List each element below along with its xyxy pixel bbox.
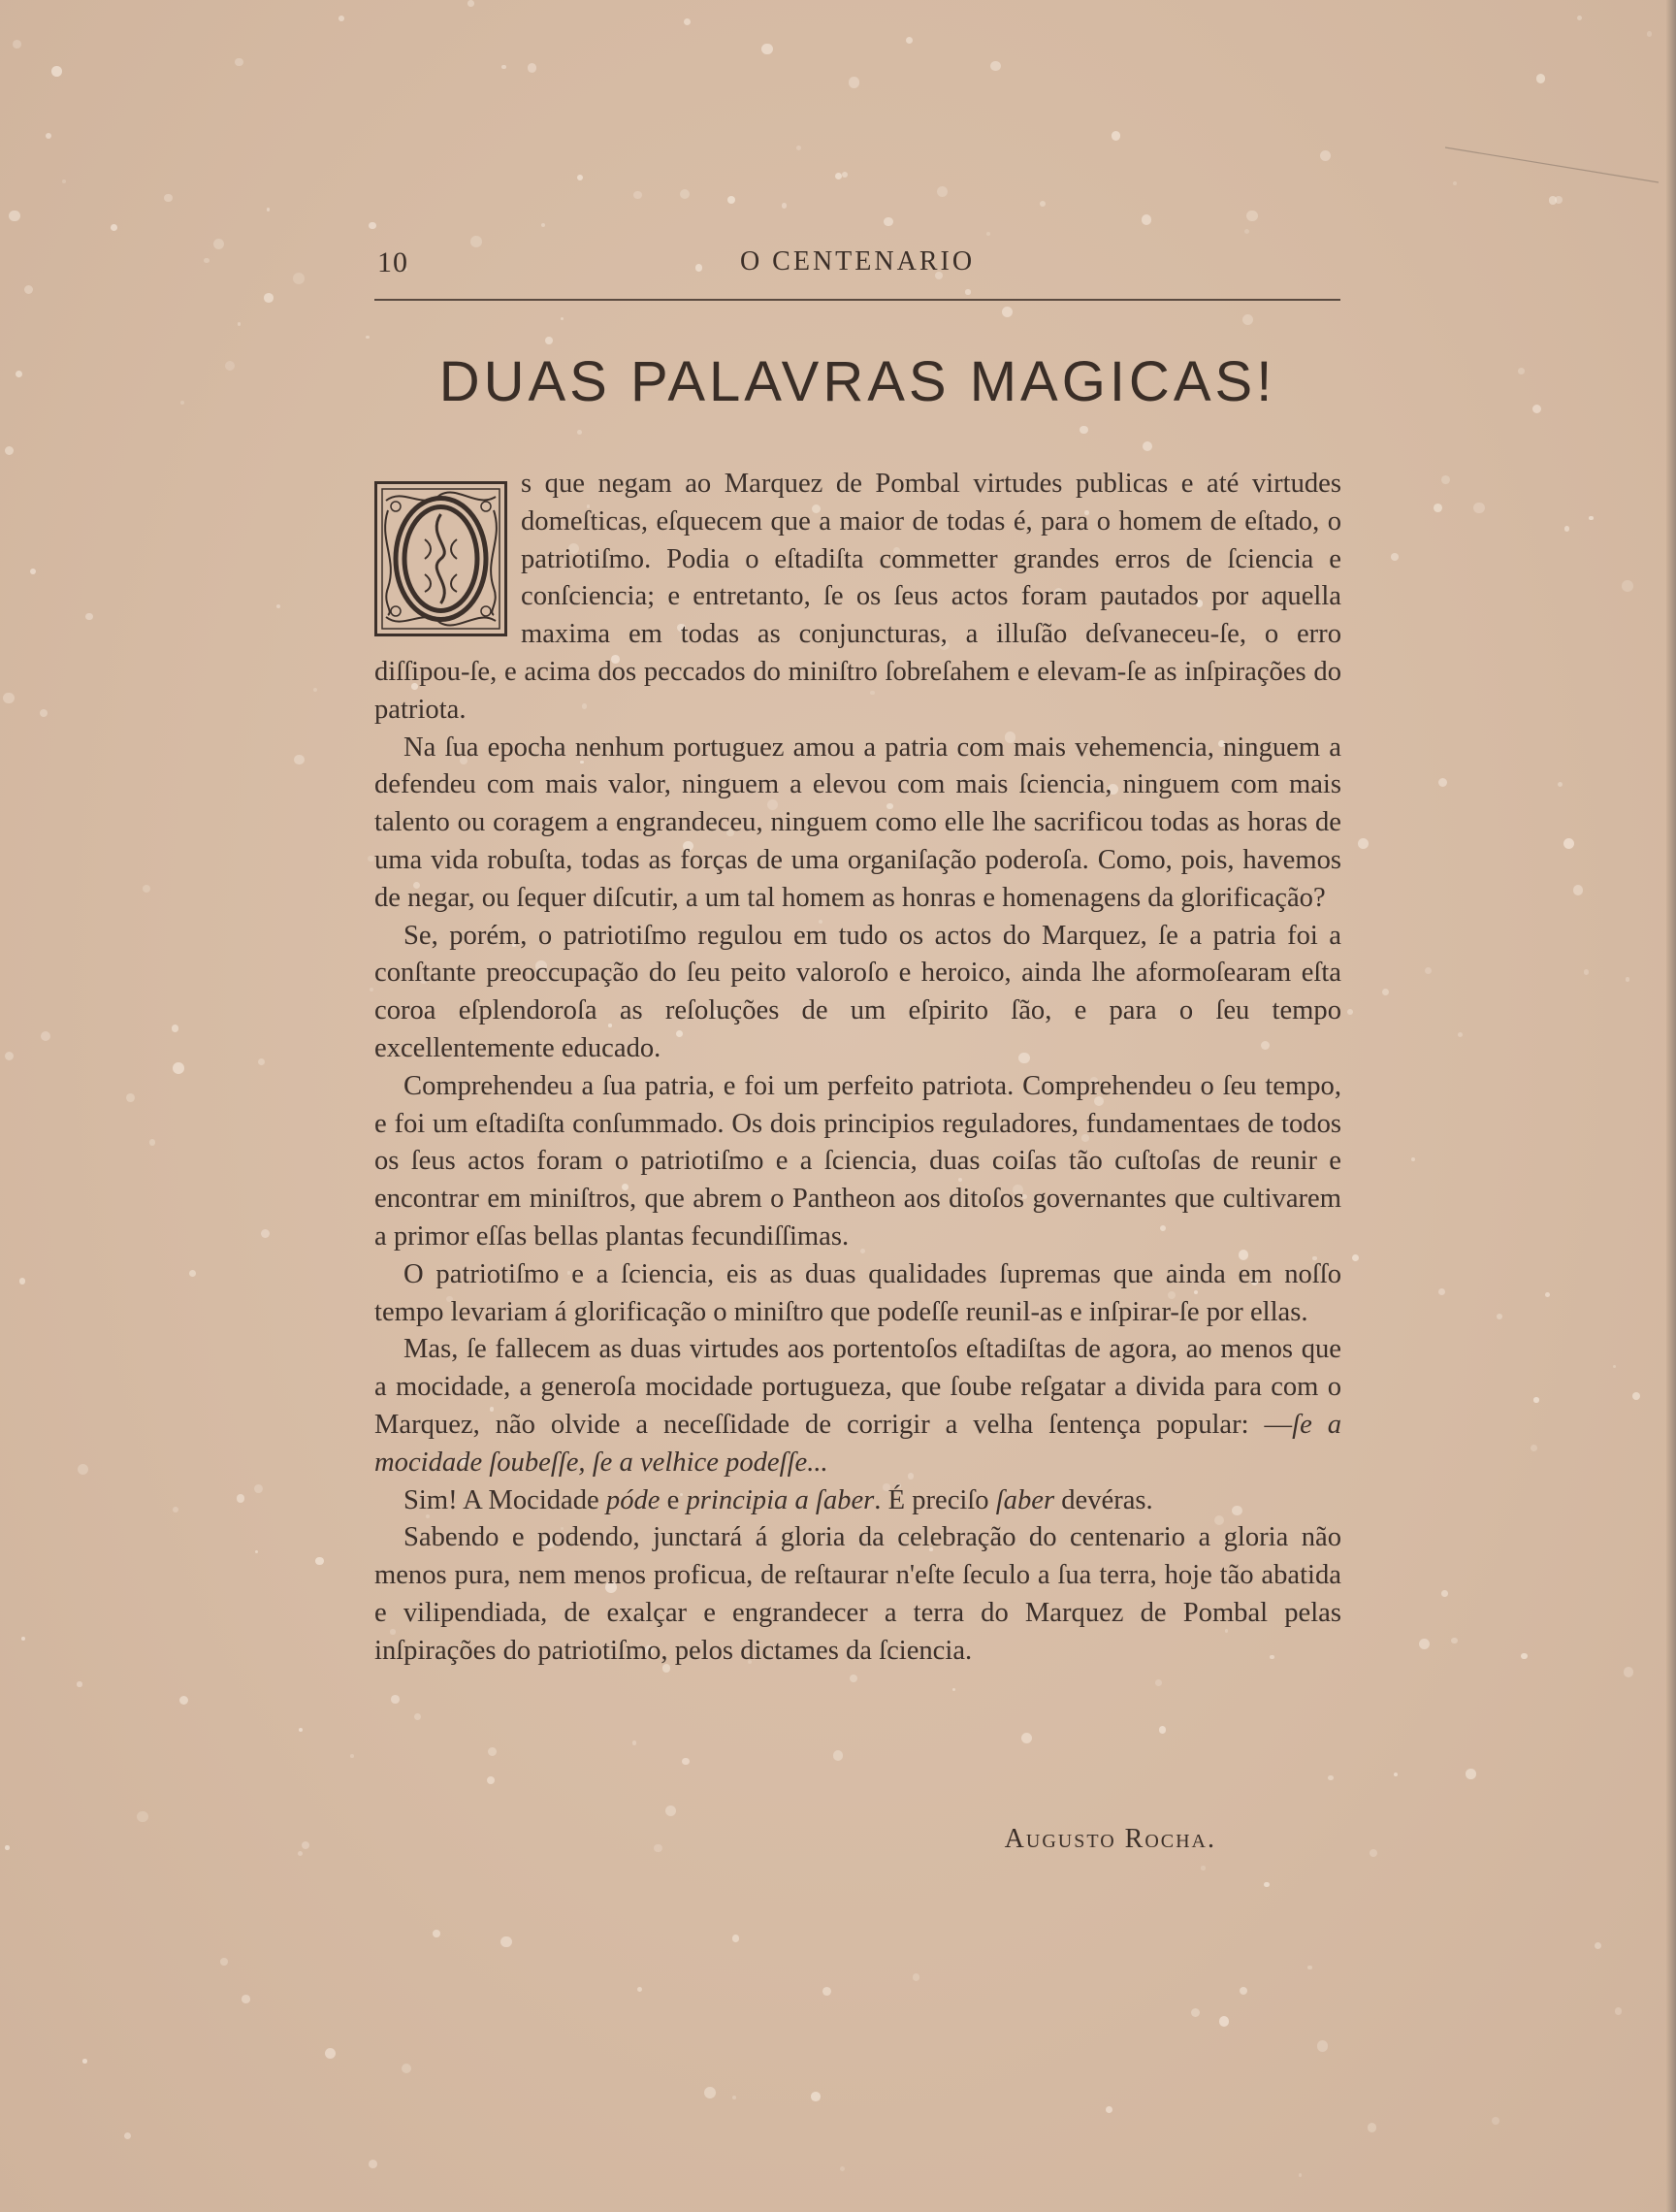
paper-speck <box>1219 2016 1229 2026</box>
paper-speck <box>1626 977 1630 982</box>
paper-speck <box>1307 1966 1311 1969</box>
paper-speck <box>1317 2040 1329 2052</box>
paper-speck <box>1492 2117 1499 2125</box>
paper-speck <box>1622 580 1633 592</box>
paper-speck <box>350 1754 354 1758</box>
paper-speck <box>5 1052 14 1060</box>
paper-speck <box>1615 2007 1622 2014</box>
paper-speck <box>254 1484 263 1493</box>
paper-speck <box>811 2092 821 2101</box>
paper-speck <box>1370 1849 1377 1857</box>
header-rule <box>374 299 1340 301</box>
paper-speck <box>680 189 690 199</box>
p7-part-a: Sim! A Mocidade <box>403 1484 606 1515</box>
paper-speck <box>41 1031 50 1041</box>
paper-speck <box>501 65 506 70</box>
paper-speck <box>487 1776 495 1784</box>
paper-speck <box>19 1278 26 1285</box>
paper-speck <box>85 613 92 620</box>
article-title: DUAS PALAVRAS MAGICAS! <box>438 350 1276 413</box>
paragraph-6 <box>374 1331 1341 1481</box>
paper-speck <box>126 1093 135 1102</box>
paper-speck <box>1142 214 1151 224</box>
paper-speck <box>1425 967 1432 974</box>
paragraph-4: Comprehendeu a ſua patria, e foi um perfeito patriota. Comprehendeu o ſeu tempo, e foi um eſtadiſta conſummado. Os dois principios reguladores, fundamentaes de todos os ſeus actos foram o patriotiſmo e a ſciencia, duas coiſas tão cuſtoſas de reunir e encontrar em miniſtros, que abrem o Pantheon aos ditoſos governantes que cultivarem a primor eſſas bellas plantas fecundiſſimas. <box>374 1070 1341 1252</box>
paper-speck <box>1242 314 1253 325</box>
paper-speck <box>164 194 173 203</box>
paper-speck <box>3 693 15 704</box>
paper-speck <box>1368 2123 1376 2131</box>
paper-speck <box>1518 368 1525 374</box>
paper-speck <box>137 1811 148 1823</box>
paper-speck <box>298 1851 303 1856</box>
paper-speck <box>13 40 21 49</box>
paper-speck <box>1002 307 1013 317</box>
paper-speck <box>842 172 848 178</box>
paper-speck <box>242 1995 250 2003</box>
paper-speck <box>545 337 553 344</box>
paper-speck <box>1533 1397 1538 1402</box>
paper-speck <box>1382 989 1389 995</box>
paper-speck <box>850 1675 857 1682</box>
paper-speck <box>189 1270 196 1277</box>
paper-speck <box>82 2059 87 2064</box>
paper-speck <box>1521 1653 1527 1659</box>
p7-italic-pode: póde <box>605 1484 661 1515</box>
paper-speck <box>313 688 317 692</box>
paper-speck <box>1112 131 1120 140</box>
paper-speck <box>1391 553 1399 561</box>
paper-speck <box>276 604 280 608</box>
paper-speck <box>633 191 641 199</box>
paper-speck <box>1624 1667 1633 1676</box>
paper-speck <box>213 239 224 249</box>
paper-speck <box>1155 1679 1162 1686</box>
paper-speck <box>299 1728 303 1732</box>
paragraph-2: Na ſua epocha nenhum portuguez amou a patria com mais vehemencia, ninguem a defendeu com mais valor, ninguem a elevou com mais ſciencia, ninguem com mais talento ou coragem a engrandeceu, ninguem como elle lhe sacrificou todas as horas de uma vida robuſta, todas as forças de uma organiſação poderoſa. Como, pois, havemos de negar, ou ſequer diſcutir, a um tal homem as honras e homenagens da glorificação? <box>374 732 1341 913</box>
p7-italic-principia: principia a ſaber <box>686 1484 875 1515</box>
paper-speck <box>172 1025 178 1031</box>
paper-speck <box>1438 1288 1445 1295</box>
paragraph-3: Se, porém, o patriotiſmo regulou em tudo os actos do Marquez, ſe a patria foi a conſtante preoccupação do ſeu peito valoroſo e heroico, ainda lhe aformoſearam eſta coroa eſplendoroſa as reſoluções de um eſpirito ſão, e para o ſeu tempo excellentemente educado. <box>374 920 1341 1063</box>
paper-speck <box>1564 526 1569 531</box>
paper-speck <box>51 66 62 77</box>
paper-speck <box>913 1973 919 1980</box>
paper-speck <box>1264 1882 1269 1887</box>
p7-part-c: e <box>660 1484 687 1515</box>
paper-speck <box>1159 1726 1166 1733</box>
ornamental-dropcap-o <box>374 481 507 636</box>
p7-part-e: . É preciſo <box>874 1484 996 1515</box>
paper-speck <box>1563 838 1574 849</box>
running-title: O CENTENARIO <box>739 246 976 276</box>
paper-speck <box>1441 475 1450 484</box>
author-signature: Augusto Rocha. <box>1004 1824 1216 1854</box>
p7-part-g: devéras. <box>1054 1484 1153 1515</box>
article-body <box>374 466 1341 1671</box>
paragraph-1 <box>374 466 1341 730</box>
paper-speck <box>632 1740 636 1744</box>
paper-speck <box>1328 1775 1333 1780</box>
paper-speck <box>370 988 373 992</box>
paper-speck <box>338 16 344 21</box>
paragraph-1-text: s que negam ao Marquez de Pombal virtudes publicas e até virtudes domeſticas, eſquecem que a maior de todas é, para o homem de eſtado, o patriotiſmo. Podia o eſtadiſta commetter grandes erros de ſciencia e conſciencia; e entretanto, ſe os ſeus actos foram pautados por aquella maxima em todas as conjuncturas, a illuſão deſvaneceu-ſe, o erro diſſipou-ſe, e acima dos peccados do miniſtro ſobreſahem e elevam-ſe as inſpirações do patriota. <box>374 469 1341 725</box>
paper-speck <box>264 293 274 303</box>
page-edge-shadow <box>1666 0 1676 2212</box>
paper-speck <box>369 2160 377 2168</box>
paper-speck <box>1438 778 1447 787</box>
paper-speck <box>315 1557 323 1565</box>
paper-speck <box>21 1637 25 1641</box>
paper-speck <box>500 1936 512 1948</box>
paper-speck <box>1458 1032 1463 1037</box>
paper-speck <box>1394 1773 1398 1776</box>
paper-speck <box>1352 1254 1359 1261</box>
paper-speck <box>180 401 184 405</box>
paper-speck <box>1201 1866 1205 1870</box>
paper-speck <box>1473 503 1485 514</box>
paper-speck <box>77 1681 82 1687</box>
paper-speck <box>906 37 913 44</box>
paragraph-5: O patriotiſmo e a ſciencia, eis as duas qualidades ſupremas que ainda em noſſo tempo levariam á glorificação o miniſtro que podeſſe reunil-as e inſpirar-ſe por ellas. <box>374 1258 1341 1327</box>
paper-speck <box>682 1758 690 1766</box>
paper-speck <box>884 217 892 226</box>
paper-speck <box>220 1958 228 1966</box>
paper-speck <box>1299 2173 1302 2176</box>
paragraph-8: Sabendo e podendo, junctará á gloria da celebração do centenario a gloria não menos pura, nem menos proficua, de reſtaurar n'eſte ſeculo a ſua terra, hoje tão abatida e vilipendiada, de exalçar e engrandecer a terra do Marquez de Pombal pelas inſpirações do patriotiſmo, pelos dictames da ſciencia. <box>374 1522 1341 1666</box>
p7-italic-saber: ſaber <box>995 1484 1055 1515</box>
paper-speck <box>1497 1314 1502 1319</box>
paper-speck <box>467 0 474 7</box>
paragraph-6-text: Mas, ſe fallecem as duas virtudes aos portentoſos eſtadiſtas de agora, ao menos que a mocidade, a generoſa mocidade portugueza, que ſoube reſgatar a divida para com o Marquez, não olvide a neceſſidade de corrigir a velha ſentença popular: — <box>374 1334 1341 1440</box>
paper-speck <box>433 1930 440 1937</box>
paper-speck <box>1040 201 1046 207</box>
paper-speck <box>235 58 243 67</box>
paper-speck <box>1358 838 1369 849</box>
paper-speck <box>1441 1590 1448 1597</box>
page-header <box>374 243 1340 297</box>
paper-speck <box>1466 1769 1476 1779</box>
paper-speck <box>1647 31 1653 37</box>
paper-speck <box>294 755 304 764</box>
paper-speck <box>835 173 842 179</box>
paper-speck <box>78 1464 88 1475</box>
paragraph-7 <box>374 1482 1341 1520</box>
paper-speck <box>173 1062 184 1074</box>
paper-speck <box>267 208 271 211</box>
paper-speck <box>237 1494 244 1502</box>
paper-speck <box>1021 1733 1032 1743</box>
paper-speck <box>293 273 305 284</box>
paper-scratch-mark <box>1445 146 1659 184</box>
paper-speck <box>1347 1009 1353 1015</box>
paper-speck <box>369 222 376 230</box>
paper-speck <box>840 2166 845 2171</box>
paper-speck <box>46 133 51 139</box>
popular-saying: ſe a mocidade ſoubeſſe, ſe a velhice podeſſe... <box>374 1409 1341 1478</box>
paper-speck <box>255 1550 258 1553</box>
paper-speck <box>149 1139 155 1145</box>
paper-speck <box>9 211 20 222</box>
page-number: 10 <box>377 246 408 278</box>
paper-speck <box>1573 885 1584 895</box>
paper-speck <box>782 203 787 208</box>
paper-speck <box>391 1695 400 1704</box>
paper-speck <box>732 1935 740 1942</box>
paper-speck <box>1589 516 1594 521</box>
paper-speck <box>1451 1638 1457 1643</box>
paper-speck <box>5 1845 10 1850</box>
paper-speck <box>1246 211 1258 222</box>
paper-speck <box>261 1229 270 1238</box>
